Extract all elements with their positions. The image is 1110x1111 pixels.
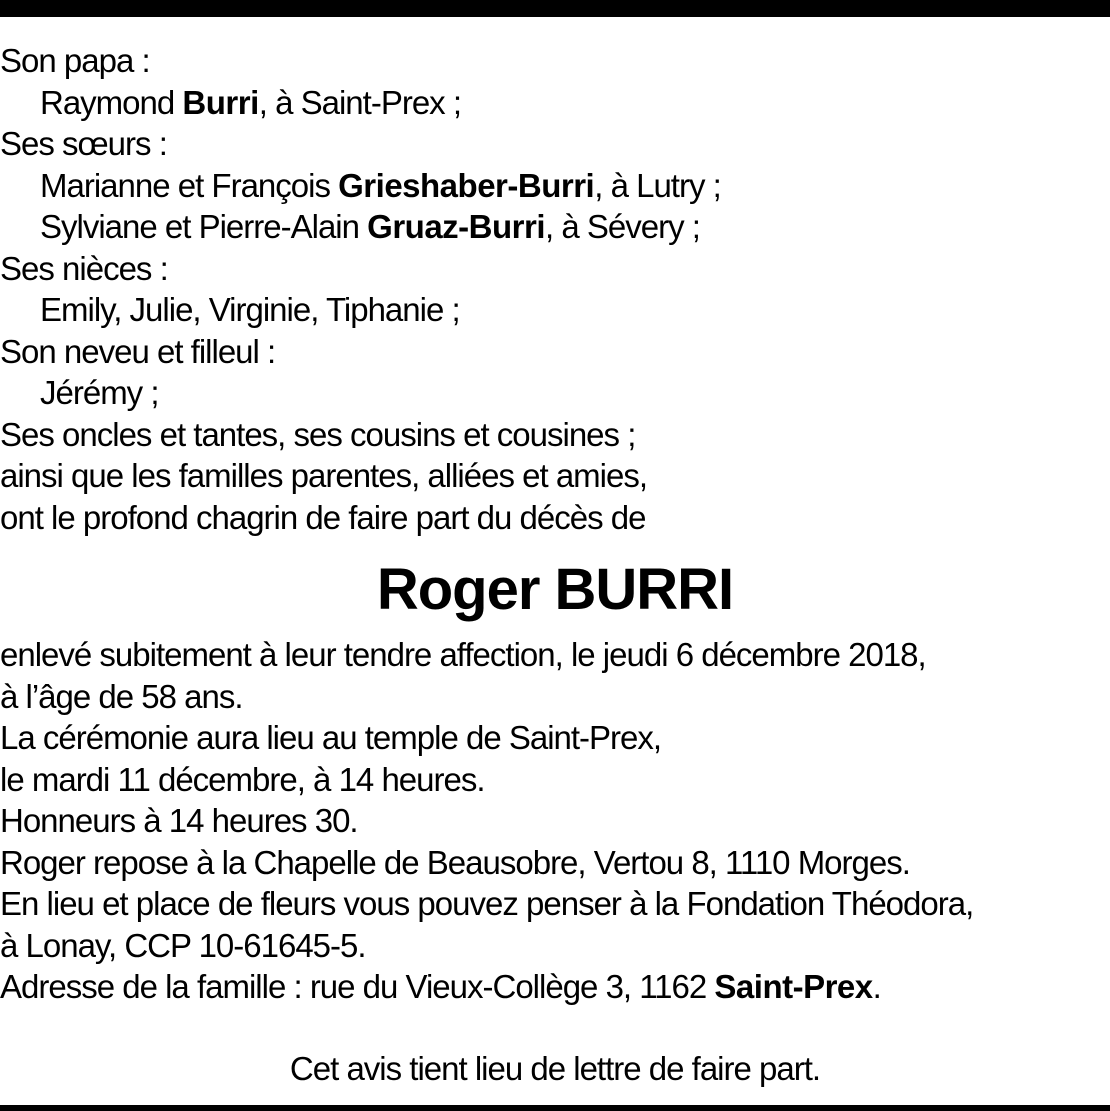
- family-member-sister-2: [0, 206, 1110, 248]
- member-names: Jérémy ;: [40, 374, 159, 411]
- relatives-line-2: ainsi que les familles parentes, alliées et amies,: [0, 457, 648, 494]
- member-place: , à Saint-Prex ;: [258, 83, 462, 121]
- member-first-names: Marianne et François: [40, 166, 339, 204]
- bottom-border-rule: [0, 1105, 1110, 1111]
- family-label-text: Ses sœurs :: [0, 125, 167, 162]
- detail-line-7: En lieu et place de fleurs vous pouvez penser à la Fondation Théodora,: [0, 885, 974, 922]
- top-border-rule: [0, 0, 1110, 17]
- family-label-nieces: [0, 248, 1110, 290]
- member-place: , à Lutry ;: [594, 166, 721, 204]
- detail-line-8: à Lonay, CCP 10-61645-5.: [0, 926, 366, 964]
- member-first-names: Sylviane et Pierre-Alain: [40, 208, 368, 245]
- family-label-text: Son papa :: [0, 42, 150, 79]
- obituary-notice: [0, 40, 1110, 1089]
- address-town: Saint-Prex: [714, 968, 873, 1005]
- family-member-nephew: [0, 372, 1110, 414]
- member-names: Emily, Julie, Virginie, Tiphanie ;: [40, 291, 460, 328]
- member-first-names: Raymond: [40, 83, 183, 121]
- detail-line-1: enlevé subitement à leur tendre affection, le jeudi 6 décembre 2018,: [0, 636, 926, 673]
- member-surname: Grieshaber-Burri: [338, 166, 595, 204]
- relatives-line-1: Ses oncles et tantes, ses cousins et cousines ;: [0, 415, 636, 453]
- family-member-nieces: [0, 289, 1110, 331]
- family-label-text: Son neveu et filleul :: [0, 332, 276, 370]
- member-surname: Gruaz-Burri: [367, 208, 546, 245]
- member-surname: Burri: [182, 83, 259, 121]
- deceased-name: Roger BURRI: [376, 557, 734, 622]
- detail-line-2: à l’âge de 58 ans.: [0, 677, 243, 715]
- detail-line-4: le mardi 11 décembre, à 14 heures.: [0, 760, 485, 798]
- member-place: , à Sévery ;: [545, 208, 700, 245]
- family-address: [0, 966, 1110, 1008]
- family-label-nephew: [0, 331, 1110, 373]
- family-member-sister-1: [0, 165, 1110, 207]
- family-label-text: Ses nièces :: [0, 249, 168, 287]
- detail-line-6: Roger repose à la Chapelle de Beausobre, Vertou 8, 1110 Morges.: [0, 843, 910, 881]
- family-label-sisters: [0, 123, 1110, 165]
- family-label-father: [0, 40, 1110, 82]
- relatives-line-3: ont le profond chagrin de faire part du décès de: [0, 498, 646, 536]
- address-text: Adresse de la famille : rue du Vieux-Collège 3, 1162: [0, 968, 715, 1005]
- detail-line-3: La cérémonie aura lieu au temple de Saint-Prex,: [0, 719, 662, 756]
- address-suffix: .: [872, 968, 881, 1005]
- closing-note: Cet avis tient lieu de lettre de faire part.: [289, 1049, 821, 1087]
- detail-line-5: Honneurs à 14 heures 30.: [0, 802, 358, 839]
- family-member-father: [0, 82, 1110, 124]
